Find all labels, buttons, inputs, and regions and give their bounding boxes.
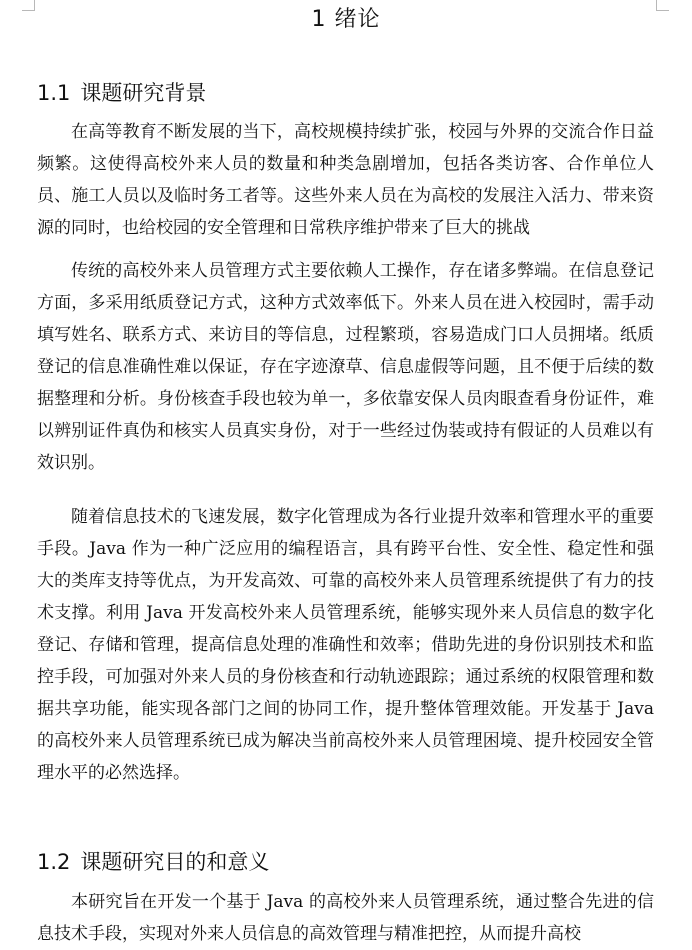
paragraph-java-digitalization: 随着信息技术的飞速发展，数字化管理成为各行业提升效率和管理水平的重要手段。Java 作为一种广泛应用的编程语言，具有跨平台性、安全性、稳定性和强大的类库支持等优点，为开发高效、可靠的高校外来人员管理系统提供了有力的技术支撑。利用 Java 开发高校外来人员管理系统，能够实现外来人员信息的数字化登记、存储和管理，提高信息处理的准确性和效率；借助先进的身份识别技术和监控手段，可加强对外来人员的身份核查和行动轨迹跟踪；通过系统的权限管理和数据共享功能，能实现各部门之间的协同工作，提升整体管理效能。开发基于 Java 的高校外来人员管理系统已成为解决当前高校外来人员管理困境、提升校园安全管理水平的必然选择。 [37, 507, 654, 783]
chapter-title: 1 绪论 [311, 7, 381, 32]
section-number: 1.1 [37, 81, 71, 105]
section-title-text: 课题研究背景 [80, 81, 207, 105]
section-heading-background [37, 79, 206, 107]
section-heading-purpose [37, 848, 269, 876]
paragraph-background-intro: 在高等教育不断发展的当下，高校规模持续扩张，校园与外界的交流合作日益频繁。这使得高校外来人员的数量和种类急剧增加，包括各类访客、合作单位人员、施工人员以及临时务工者等。这些外来人员在为高校的发展注入活力、带来资源的同时，也给校园的安全管理和日常秩序维护带来了巨大的挑战 [37, 122, 654, 238]
paragraph-traditional-management: 传统的高校外来人员管理方式主要依赖人工操作，存在诸多弊端。在信息登记方面，多采用纸质登记方式，这种方式效率低下。外来人员在进入校园时，需手动填写姓名、联系方式、来访目的等信息，过程繁琐，容易造成门口人员拥堵。纸质登记的信息准确性难以保证，存在字迹潦草、信息虚假等问题，且不便于后续的数据整理和分析。身份核查手段也较为单一，多依靠安保人员肉眼查看身份证件，难以辨别证件真伪和核实人员真实身份，对于一些经过伪装或持有假证的人员难以有效识别。 [37, 261, 654, 473]
section-number: 1.2 [37, 850, 71, 874]
section-title-text: 课题研究目的和意义 [80, 850, 270, 874]
paragraph-research-purpose: 本研究旨在开发一个基于 Java 的高校外来人员管理系统，通过整合先进的信息技术手段，实现对外来人员信息的高效管理与精准把控，从而提升高校 [37, 892, 654, 944]
